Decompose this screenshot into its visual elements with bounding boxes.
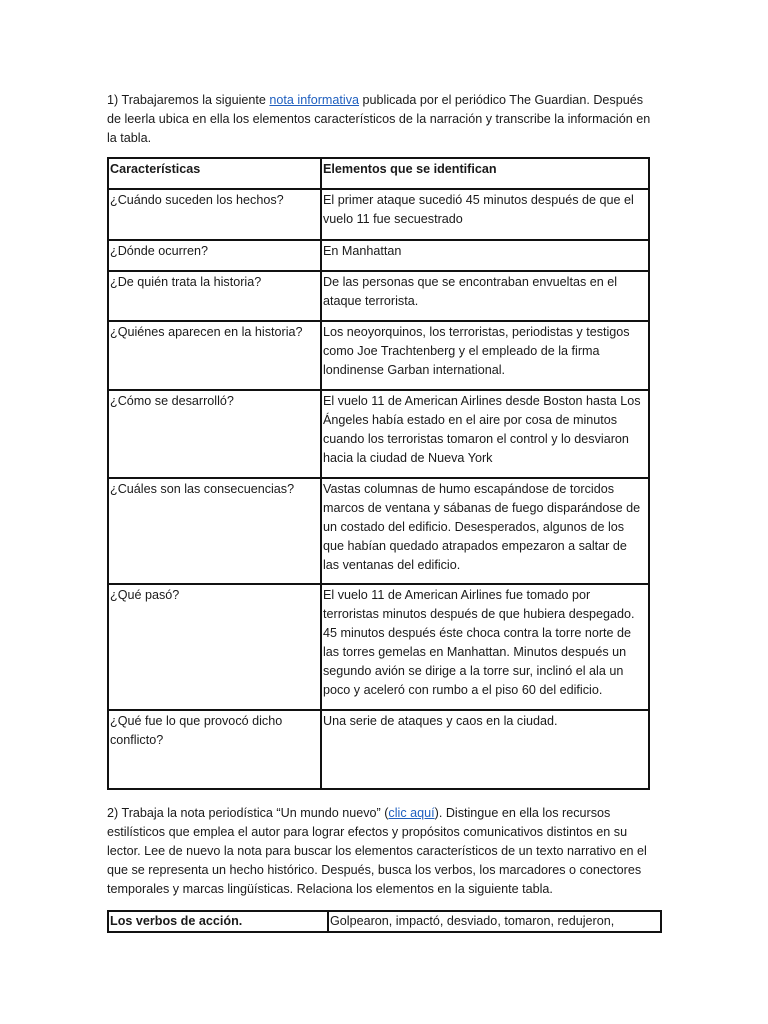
answer-cell: El primer ataque sucedió 45 minutos después de que el vuelo 11 fue secuestrado bbox=[322, 190, 648, 241]
table-row bbox=[109, 585, 648, 711]
question-cell: ¿Dónde ocurren? bbox=[109, 241, 322, 272]
table-header-row bbox=[109, 159, 648, 190]
answer-cell: El vuelo 11 de American Airlines desde Boston hasta Los Ángeles había estado en el aire por cosa de minutos cuando los terroristas tomaron el control y lo desviaron hacia la ciudad de Nueva York bbox=[322, 391, 648, 479]
table-row bbox=[109, 912, 660, 931]
instruction-1-text-end: publicada por el periódico The Guardian. Después de leerla ubica en ella los elementos característicos de la narración y transcribe la información en la tabla. bbox=[107, 93, 651, 145]
answer-cell: El vuelo 11 de American Airlines fue tomado por terroristas minutos después de que hubiera despegado. 45 minutos después éste choca contra la torre norte de las torres gemelas en Manhattan. Minutos después un segundo avión se dirige a la torre sur, inclinó el ala un poco y aceleró con rumbo a el piso 60 del edificio. bbox=[322, 585, 648, 711]
header-caracteristicas: Características bbox=[109, 159, 322, 190]
instruction-2-text-end: ). Distingue en ella los recursos estilísticos que emplea el autor para lograr efectos y propósitos comunicativos distintos en su lector. Lee de nuevo la nota para buscar los elementos característicos de un texto narrativo en el que se representa un hecho histórico. Después, busca los verbos, los marcadores o conectores temporales y marcas lingüísticas. Relaciona los elementos en la siguiente tabla. bbox=[107, 806, 647, 896]
answer-cell: Una serie de ataques y caos en la ciudad. bbox=[323, 714, 558, 728]
instruction-2 bbox=[107, 804, 652, 899]
question-cell: ¿Qué pasó? bbox=[109, 585, 322, 711]
question-cell: ¿Cuáles son las consecuencias? bbox=[109, 479, 322, 585]
question-cell: ¿De quién trata la historia? bbox=[109, 272, 322, 322]
narrative-elements-table bbox=[107, 157, 650, 790]
instruction-1 bbox=[107, 91, 652, 148]
question-cell: ¿Qué fue lo que provocó dicho conflicto? bbox=[109, 711, 322, 788]
header-elementos: Elementos que se identifican bbox=[322, 159, 648, 190]
instruction-1-text-start: 1) Trabajaremos la siguiente bbox=[107, 93, 270, 107]
table-row bbox=[109, 391, 648, 479]
action-verbs-table bbox=[107, 910, 662, 933]
table-row bbox=[109, 479, 648, 585]
verbs-value-cell: Golpearon, impactó, desviado, tomaron, redujeron, bbox=[330, 914, 615, 928]
table-row bbox=[109, 711, 648, 788]
answer-cell: Los neoyorquinos, los terroristas, periodistas y testigos como Joe Trachtenberg y el empleado de la firma londinense Garban international. bbox=[322, 322, 648, 391]
instruction-2-text-start: 2) Trabaja la nota periodística “Un mundo nuevo” ( bbox=[107, 806, 389, 820]
clic-aqui-link[interactable]: clic aquí bbox=[388, 806, 435, 820]
answer-cell: Vastas columnas de humo escapándose de torcidos marcos de ventana y sábanas de fuego disparándose de un costado del edificio. Desesperados, algunos de los que habían quedado atrapados empezaron a saltar de las ventanas del edificio. bbox=[322, 479, 648, 585]
table-row bbox=[109, 190, 648, 241]
table-row bbox=[109, 322, 648, 391]
question-cell: ¿Cómo se desarrolló? bbox=[109, 391, 322, 479]
table-row bbox=[109, 272, 648, 322]
question-cell: ¿Cuándo suceden los hechos? bbox=[109, 190, 322, 241]
verbs-label-cell: Los verbos de acción. bbox=[109, 912, 329, 931]
table-row bbox=[109, 241, 648, 272]
answer-cell: De las personas que se encontraban envueltas en el ataque terrorista. bbox=[322, 272, 648, 322]
question-cell: ¿Quiénes aparecen en la historia? bbox=[109, 322, 322, 391]
nota-informativa-link[interactable]: nota informativa bbox=[269, 93, 360, 107]
answer-cell: En Manhattan bbox=[322, 241, 648, 272]
